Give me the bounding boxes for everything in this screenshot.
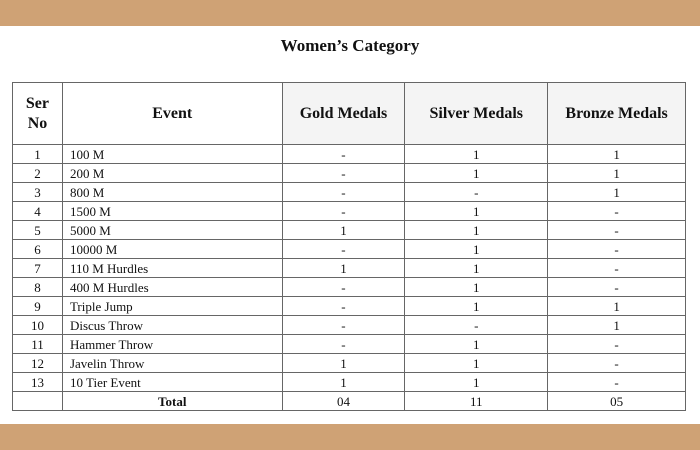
ser-no-cell: 10 xyxy=(13,316,63,335)
silver-cell: 1 xyxy=(405,373,548,392)
bronze-cell: - xyxy=(548,373,686,392)
ser-no-cell: 11 xyxy=(13,335,63,354)
event-cell: 200 M xyxy=(62,164,282,183)
event-cell: 1500 M xyxy=(62,202,282,221)
ser-no-cell: 5 xyxy=(13,221,63,240)
silver-cell: 1 xyxy=(405,202,548,221)
table-row xyxy=(13,259,686,278)
gold-cell: - xyxy=(282,316,405,335)
gold-cell: 1 xyxy=(282,373,405,392)
document-sheet xyxy=(0,26,700,424)
table-row xyxy=(13,145,686,164)
total-row xyxy=(13,392,686,411)
total-ser-cell xyxy=(13,392,63,411)
table-row xyxy=(13,335,686,354)
table-row xyxy=(13,202,686,221)
table-row xyxy=(13,373,686,392)
gold-cell: 1 xyxy=(282,221,405,240)
silver-cell: - xyxy=(405,316,548,335)
ser-no-cell: 12 xyxy=(13,354,63,373)
gold-cell: - xyxy=(282,240,405,259)
event-cell: Discus Throw xyxy=(62,316,282,335)
event-cell: 100 M xyxy=(62,145,282,164)
event-cell: 400 M Hurdles xyxy=(62,278,282,297)
bronze-cell: 1 xyxy=(548,183,686,202)
event-cell: Hammer Throw xyxy=(62,335,282,354)
table-row xyxy=(13,221,686,240)
table-footer xyxy=(13,392,686,411)
ser-no-cell: 9 xyxy=(13,297,63,316)
table-header xyxy=(13,83,686,145)
bronze-cell: - xyxy=(548,259,686,278)
bronze-cell: - xyxy=(548,354,686,373)
gold-cell: - xyxy=(282,335,405,354)
event-cell: 10 Tier Event xyxy=(62,373,282,392)
header-ser-no xyxy=(13,83,63,145)
event-cell: Javelin Throw xyxy=(62,354,282,373)
bronze-cell: - xyxy=(548,278,686,297)
total-silver: 11 xyxy=(405,392,548,411)
header-silver: Silver Medals xyxy=(405,83,548,145)
silver-cell: 1 xyxy=(405,335,548,354)
ser-no-cell: 3 xyxy=(13,183,63,202)
ser-no-cell: 8 xyxy=(13,278,63,297)
table-row xyxy=(13,354,686,373)
header-event: Event xyxy=(62,83,282,145)
silver-cell: 1 xyxy=(405,297,548,316)
event-cell: 800 M xyxy=(62,183,282,202)
event-cell: 5000 M xyxy=(62,221,282,240)
event-cell: Triple Jump xyxy=(62,297,282,316)
table-row xyxy=(13,240,686,259)
total-bronze: 05 xyxy=(548,392,686,411)
ser-no-cell: 2 xyxy=(13,164,63,183)
gold-cell: - xyxy=(282,202,405,221)
table-row xyxy=(13,164,686,183)
gold-cell: - xyxy=(282,278,405,297)
bronze-cell: 1 xyxy=(548,145,686,164)
silver-cell: - xyxy=(405,183,548,202)
table-row xyxy=(13,278,686,297)
silver-cell: 1 xyxy=(405,164,548,183)
bronze-cell: - xyxy=(548,240,686,259)
event-cell: 110 M Hurdles xyxy=(62,259,282,278)
silver-cell: 1 xyxy=(405,259,548,278)
gold-cell: 1 xyxy=(282,354,405,373)
bronze-cell: 1 xyxy=(548,316,686,335)
bronze-cell: - xyxy=(548,202,686,221)
table-body xyxy=(13,145,686,392)
ser-no-cell: 7 xyxy=(13,259,63,278)
bronze-cell: 1 xyxy=(548,164,686,183)
ser-no-cell: 4 xyxy=(13,202,63,221)
table-row xyxy=(13,316,686,335)
ser-no-cell: 1 xyxy=(13,145,63,164)
gold-cell: - xyxy=(282,297,405,316)
ser-no-cell: 6 xyxy=(13,240,63,259)
total-gold: 04 xyxy=(282,392,405,411)
bronze-cell: 1 xyxy=(548,297,686,316)
bronze-cell: - xyxy=(548,221,686,240)
silver-cell: 1 xyxy=(405,278,548,297)
page-title: Women’s Category xyxy=(280,36,420,55)
silver-cell: 1 xyxy=(405,145,548,164)
table-row xyxy=(13,183,686,202)
header-row xyxy=(13,83,686,145)
silver-cell: 1 xyxy=(405,240,548,259)
header-gold: Gold Medals xyxy=(282,83,405,145)
bronze-cell: - xyxy=(548,335,686,354)
header-bronze: Bronze Medals xyxy=(548,83,686,145)
gold-cell: - xyxy=(282,145,405,164)
table-row xyxy=(13,297,686,316)
gold-cell: 1 xyxy=(282,259,405,278)
silver-cell: 1 xyxy=(405,221,548,240)
ser-no-cell: 13 xyxy=(13,373,63,392)
gold-cell: - xyxy=(282,164,405,183)
event-cell: 10000 M xyxy=(62,240,282,259)
total-label: Total xyxy=(62,392,282,411)
gold-cell: - xyxy=(282,183,405,202)
medals-table xyxy=(12,82,686,411)
silver-cell: 1 xyxy=(405,354,548,373)
header-ser-no-label: Ser No xyxy=(25,94,50,132)
